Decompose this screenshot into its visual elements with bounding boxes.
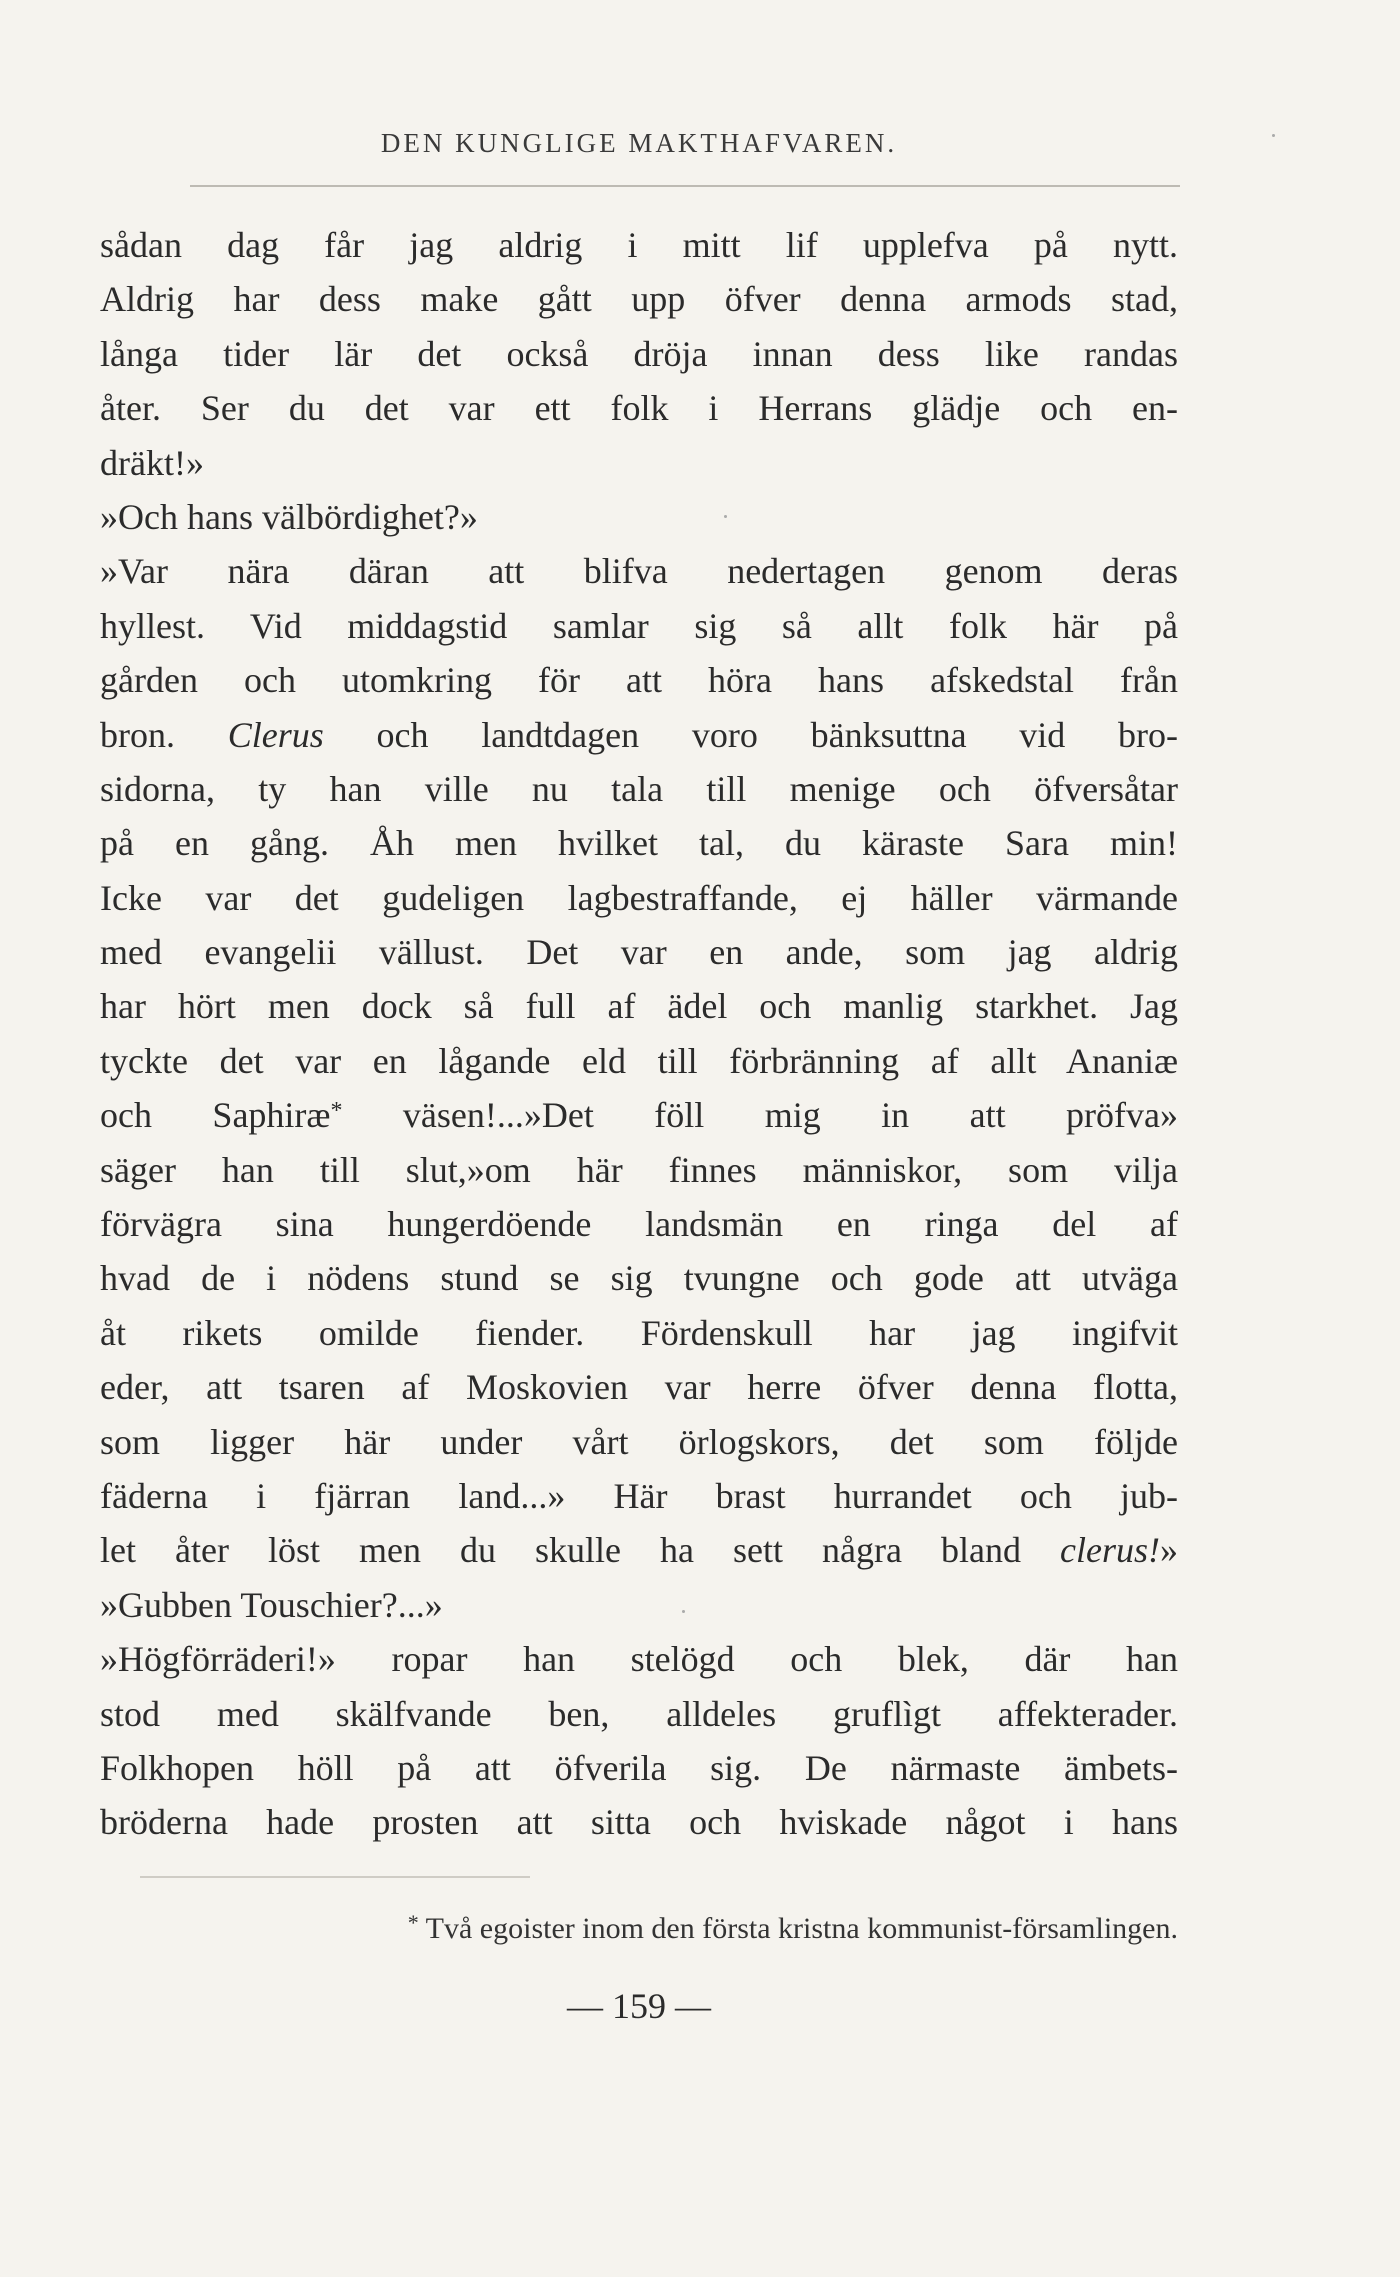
text-line: hyllest. Vid middagstid samlar sig så allt folk här på: [100, 605, 1178, 646]
text-line: [100, 1523, 1178, 1577]
text-line: »Gubben Touschier?...»: [100, 1584, 443, 1625]
text-segment: och Saphiræ: [100, 1095, 331, 1136]
text-line: bröderna hade prosten att sitta och hviskade något i hans: [100, 1802, 1178, 1843]
paper-speck: [724, 515, 727, 518]
italic-word-clerus: Clerus: [227, 714, 324, 755]
text-line: åter. Ser du det var ett folk i Herrans glädje och en-: [100, 388, 1178, 429]
footnote-marker: *: [330, 1098, 343, 1125]
text-line: Aldrig har dess make gått upp öfver denna armods stad,: [100, 279, 1178, 320]
footnote-marker: *: [407, 1910, 419, 1935]
text-line: »Och hans välbördighet?»: [100, 496, 478, 537]
header-rule: [190, 185, 1180, 187]
text-line: hvad de i nödens stund se sig tvungne och gode att utväga: [100, 1258, 1178, 1299]
text-line: stod med skälfvande ben, alldeles gruflìgt affekterader.: [100, 1693, 1178, 1734]
text-line: sidorna, ty han ville nu tala till menige och öfversåtar: [100, 768, 1178, 809]
text-line: fäderna i fjärran land...» Här brast hurrandet och jub-: [100, 1475, 1178, 1516]
text-segment: let åter löst men du skulle ha sett några bland: [100, 1530, 1061, 1571]
text-line: på en gång. Åh men hvilket tal, du käraste Sara min!: [100, 823, 1178, 864]
text-line: [100, 708, 1178, 762]
paper-speck: [1272, 134, 1275, 137]
body-text: [100, 218, 1178, 1850]
running-head: DEN KUNGLIGE MAKTHAFVAREN.: [380, 128, 898, 158]
text-line: långa tider lär det också dröja innan dess like randas: [100, 333, 1178, 374]
text-segment: bron.: [100, 714, 228, 755]
text-line: eder, att tsaren af Moskovien var herre öfver denna flotta,: [100, 1367, 1178, 1408]
text-line: »Var nära däran att blifva nedertagen genom deras: [100, 551, 1178, 592]
text-segment: och landtdagen voro bänksuttna vid bro-: [323, 714, 1178, 755]
text-line: med evangelii vällust. Det var en ande, som jag aldrig: [100, 932, 1178, 973]
text-line: som ligger här under vårt örlogskors, det som följde: [100, 1421, 1178, 1462]
text-line: tyckte det var en lågande eld till förbränning af allt Ananiæ: [100, 1040, 1178, 1081]
footnote-rule: [140, 1876, 530, 1878]
text-line: åt rikets omilde fiender. Fördenskull har jag ingifvit: [100, 1312, 1178, 1353]
text-line: sådan dag får jag aldrig i mitt lif upplefva på nytt.: [100, 225, 1178, 265]
text-line: dräkt!»: [100, 442, 204, 483]
text-line: Icke var det gudeligen lagbestraffande, ej häller värmande: [100, 877, 1178, 918]
italic-word-clerus: clerus!: [1060, 1530, 1160, 1571]
text-line: har hört men dock så full af ädel och manlig starkhet. Jag: [100, 986, 1178, 1027]
text-line: säger han till slut,»om här finnes människor, som vilja: [100, 1149, 1178, 1190]
footnote-text: Två egoister inom den första kristna kommunist-församlingen.: [425, 1912, 1178, 1945]
text-segment: »: [1160, 1530, 1178, 1571]
text-segment: väsen!...»Det föll mig in att pröfva»: [342, 1095, 1178, 1136]
text-line: »Högförräderi!» ropar han stelögd och blek, där han: [100, 1639, 1178, 1680]
text-line: förvägra sina hungerdöende landsmän en ringa del af: [100, 1204, 1178, 1245]
text-line: [100, 1088, 1178, 1142]
text-line: gården och utomkring för att höra hans afskedstal från: [100, 660, 1178, 701]
page-number: — 159 —: [567, 1986, 711, 2026]
footnote: [100, 1912, 1178, 1946]
paper-speck: [682, 1610, 685, 1613]
text-line: Folkhopen höll på att öfverila sig. De närmaste ämbets-: [100, 1747, 1178, 1788]
